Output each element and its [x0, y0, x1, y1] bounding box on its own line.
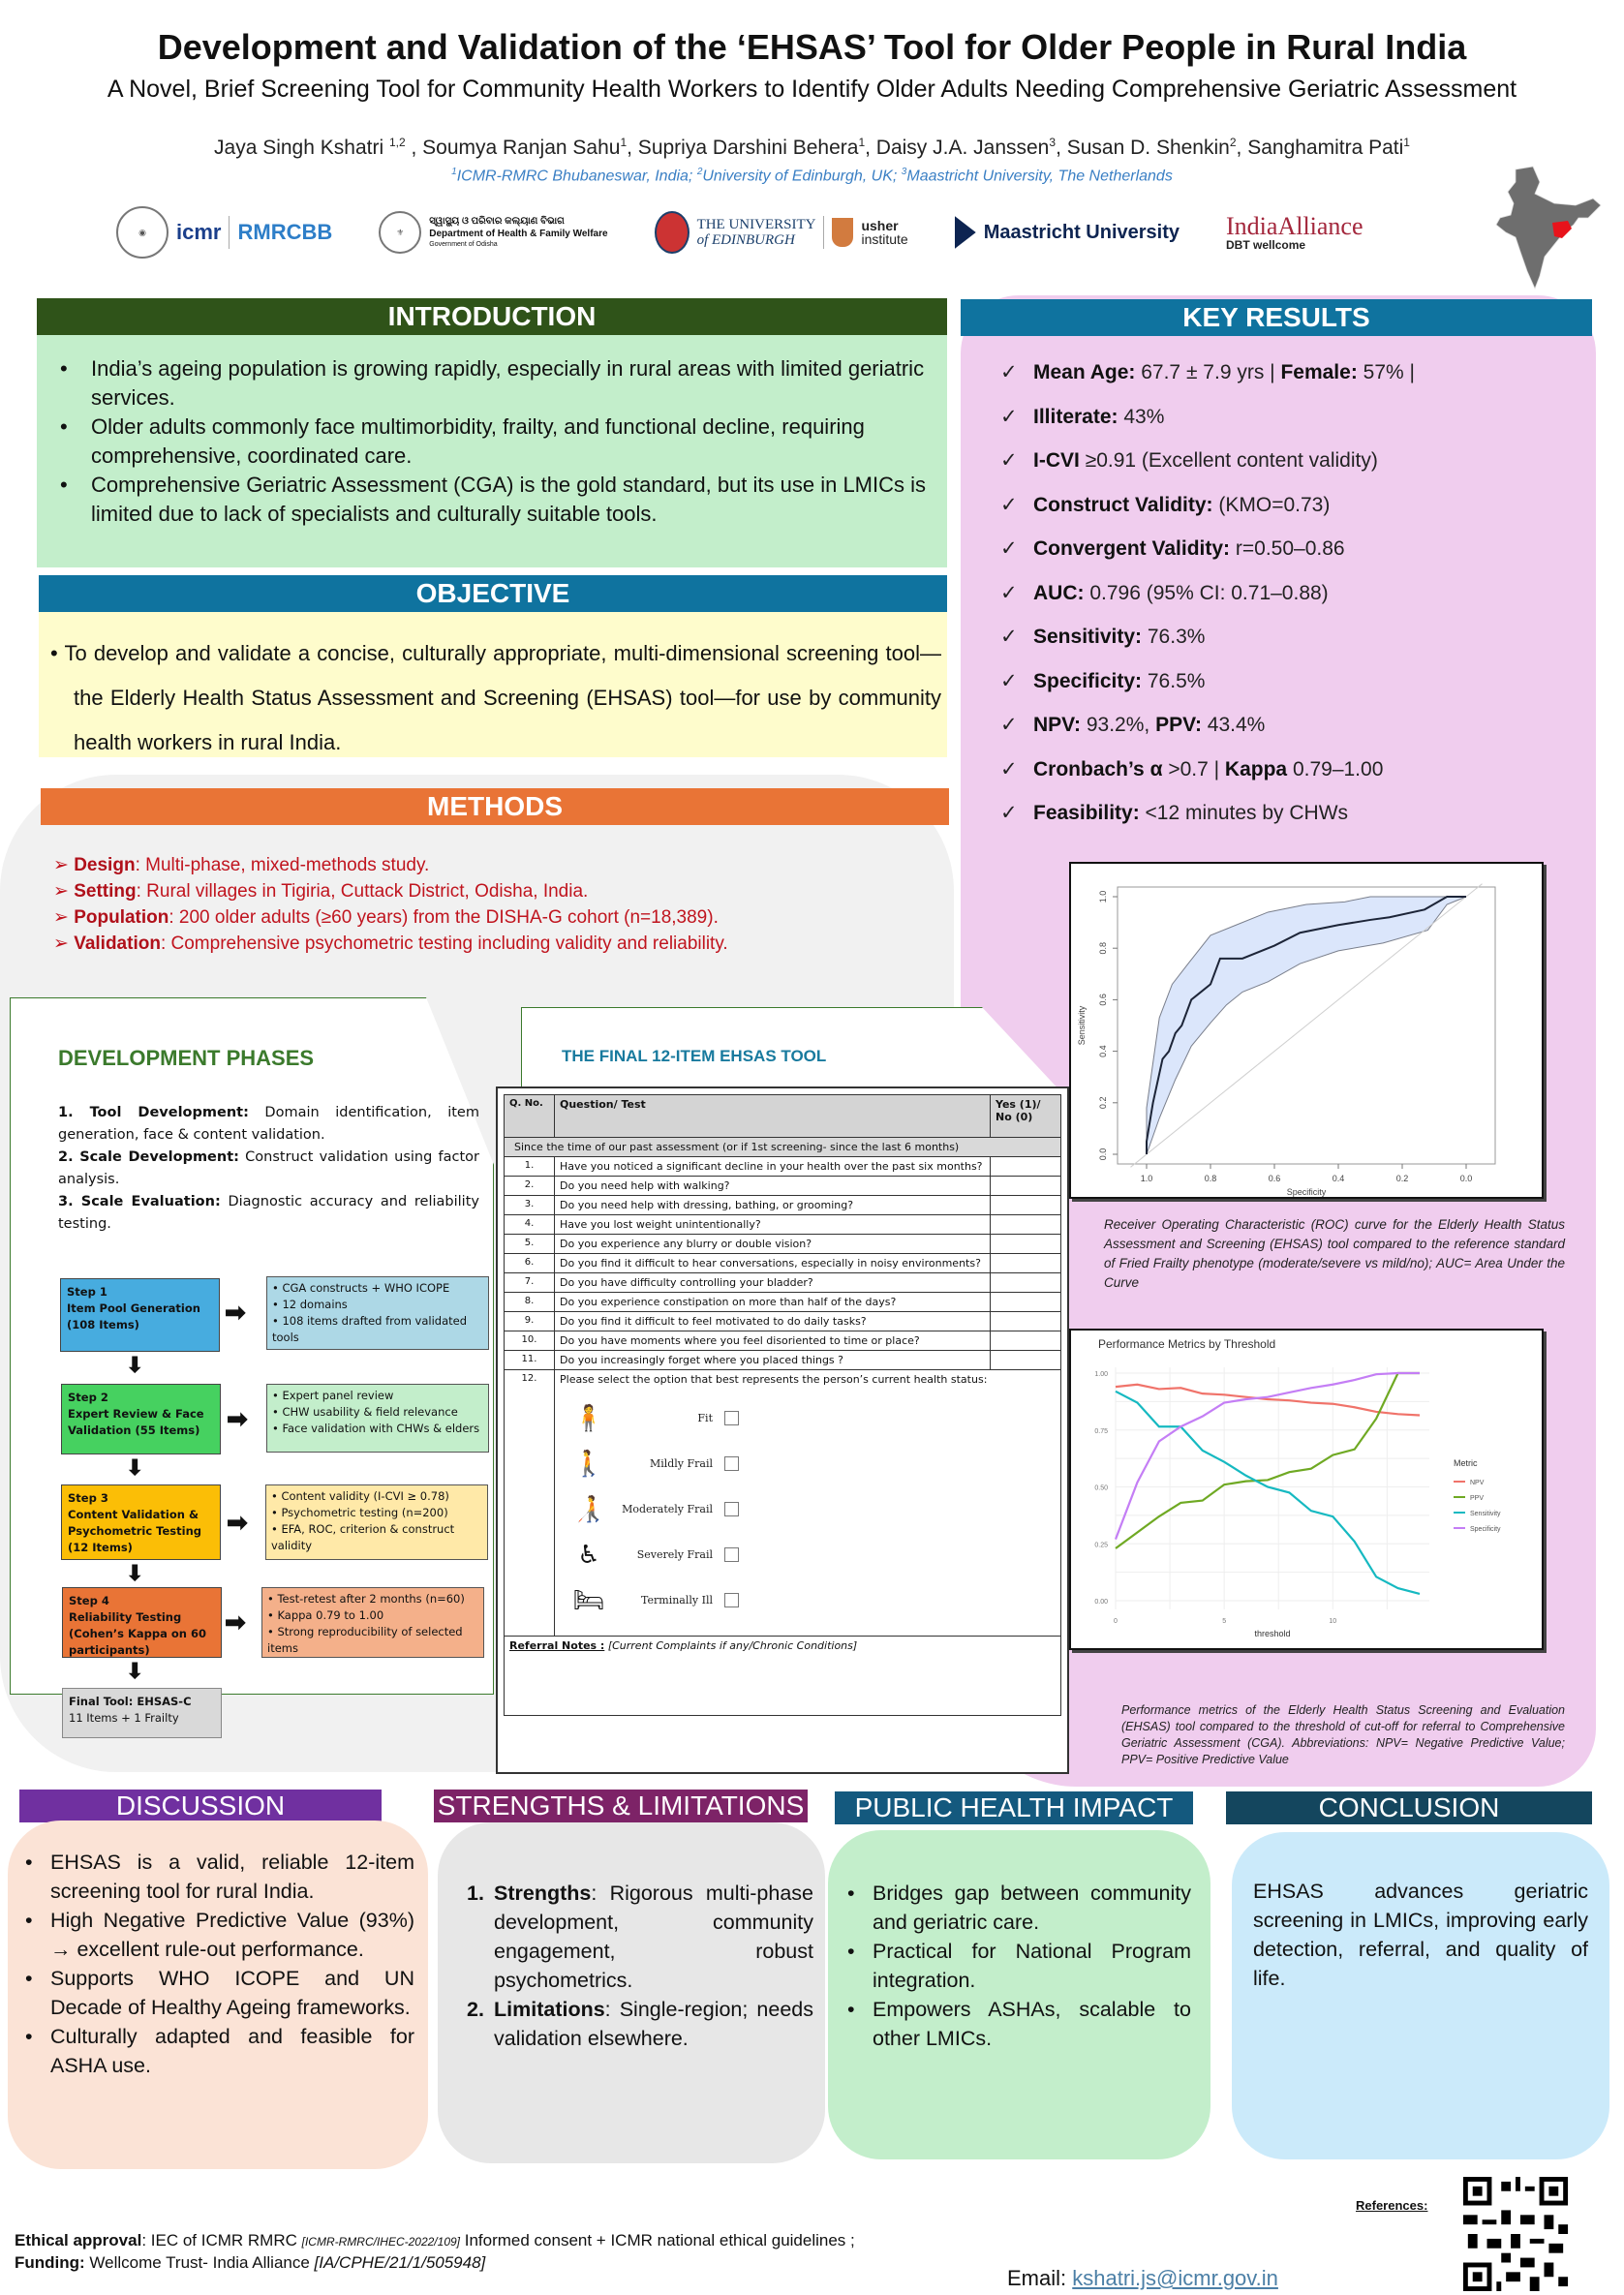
question-row: 5. Do you experience any blurry or double vision?	[505, 1235, 1061, 1254]
arrow-down-icon: ⬇	[126, 1353, 144, 1377]
question-row: 6. Do you find it difficult to hear conversations, especially in noisy environments?	[505, 1254, 1061, 1273]
author: , Sanghamitra Pati	[1236, 137, 1404, 159]
question-row: 11. Do you increasingly forget where you placed things ?	[505, 1351, 1061, 1370]
hospital-bed-icon: 🛏	[572, 1585, 605, 1615]
svg-text:0.2: 0.2	[1395, 1174, 1409, 1183]
question-12-text: Please select the option that best represents the person’s current health status:	[560, 1373, 988, 1386]
author: , Daisy J.A. Janssen	[865, 137, 1050, 159]
maastricht-mark-icon	[955, 216, 976, 249]
question-row: 8. Do you experience constipation on more than half of the days?	[505, 1293, 1061, 1312]
frailty-option: 🚶 Mildly Frail	[560, 1441, 1056, 1486]
icmr-logo: ◉ icmr RMRCBB	[116, 206, 332, 259]
roc-caption: Receiver Operating Characteristic (ROC) curve for the Elderly Health Status Assessment and Screening (EHSAS) tool compared to the reference standard of Fried Frailty phenotype (moderate/severe vs mild/no); AUC= Area Under the Curve	[1104, 1217, 1565, 1290]
intro-bullet: • Comprehensive Geriatric Assessment (CGA) is the gold standard, but its use in LMICs is limited due to lack of specialists and culturally suitable tools.	[56, 471, 928, 529]
performance-chart	[1069, 1329, 1544, 1650]
referral-notes[interactable]: Referral Notes : [Current Complaints if any/Chronic Conditions]	[505, 1637, 1061, 1716]
methods-item: ➢ Population: 200 older adults (≥60 years) from the DISHA-G cohort (n=18,389).	[53, 904, 925, 931]
frailty-option: 🧍 Fit	[560, 1395, 1056, 1441]
ehsas-questionnaire	[496, 1086, 1069, 1774]
svg-text:0.4: 0.4	[1332, 1174, 1345, 1183]
svg-text:1.0: 1.0	[1140, 1174, 1153, 1183]
public-health-heading: PUBLIC HEALTH IMPACT	[835, 1791, 1193, 1824]
arrow-down-icon: ⬇	[126, 1659, 144, 1683]
methods-item: ➢ Setting: Rural villages in Tigiria, Cuttack District, Odisha, India.	[53, 878, 925, 904]
performance-chart-plot	[1071, 1331, 1542, 1648]
logo-strip	[116, 203, 1375, 261]
result-item: ✓ Construct Validity: (KMO=0.73)	[995, 483, 1576, 528]
yes-no-answer-cell[interactable]	[991, 1351, 1061, 1370]
usher-mark-icon	[832, 218, 853, 247]
question-row: 10. Do you have moments where you feel disoriented to time or place?	[505, 1331, 1061, 1351]
development-phases-text: 1. Tool Development: Domain identification, item generation, face & content validation. 2. Scale Development: Construct validation using factor analysis. 3. Scale Evaluation: Diagnostic accuracy and reliability testing.	[58, 1105, 479, 1232]
svg-text:0.50: 0.50	[1094, 1484, 1108, 1492]
arrow-right-icon: ➡	[225, 1298, 246, 1327]
maastricht-logo: Maastricht University	[955, 216, 1180, 249]
yes-no-answer-cell[interactable]	[991, 1312, 1061, 1331]
question-row: 3. Do you need help with dressing, bathing, or grooming?	[505, 1196, 1061, 1215]
svg-text:Specificity: Specificity	[1286, 1187, 1327, 1197]
question-text: Do you find it difficult to hear conversations, especially in noisy environments?	[555, 1254, 991, 1273]
yes-no-answer-cell[interactable]	[991, 1157, 1061, 1177]
svg-text:0.0: 0.0	[1098, 1148, 1108, 1161]
india-alliance-logo: IndiaAlliance DBT wellcome	[1226, 212, 1364, 252]
svg-text:threshold: threshold	[1254, 1629, 1291, 1638]
arrow-down-icon: ⬇	[126, 1561, 144, 1585]
discussion-heading: DISCUSSION	[19, 1790, 382, 1822]
question-row: 9. Do you find it difficult to feel motivated to do daily tasks?	[505, 1312, 1061, 1331]
step-2-box: Step 2 Expert Review & Face Validation (55 Items)	[61, 1384, 221, 1454]
result-item: ✓ Sensitivity: 76.3%	[995, 615, 1576, 659]
question-row: 2. Do you need help with walking?	[505, 1177, 1061, 1196]
result-item: ✓ Specificity: 76.5%	[995, 659, 1576, 704]
methods-heading: METHODS	[41, 788, 949, 825]
arrow-right-icon: ➡	[227, 1404, 248, 1433]
person-walker-icon: 🚶	[572, 1449, 605, 1479]
strengths-card: 1. Strengths: Rigorous multi-phase development, community engagement, robust psychometrics. 2. Limitations: Single-region; needs validation elsewhere.	[438, 1822, 825, 2163]
objective-heading: OBJECTIVE	[39, 575, 947, 612]
question-text: Have you lost weight unintentionally?	[555, 1215, 991, 1235]
question-text: Do you have difficulty controlling your bladder?	[555, 1273, 991, 1293]
frailty-option: ♿ Severely Frail	[560, 1532, 1056, 1577]
affiliations: $^1$ICMR-RMRC Bhubaneswar, India; $^2$University of Edinburgh, UK; $^3$Maastricht University, The Netherlands	[451, 167, 1173, 185]
conclusion-card: EHSAS advances geriatric screening in LMICs, improving early detection, referral, and quality of life.	[1232, 1832, 1609, 2159]
question-text: Do you increasingly forget where you placed things ?	[555, 1351, 991, 1370]
author: Jaya Singh Kshatri	[214, 137, 389, 159]
frailty-checkbox[interactable]	[724, 1411, 739, 1425]
key-results-list	[995, 351, 1576, 836]
author-list: Jaya Singh Kshatri $^{1,2}$ , Soumya Ranjan Sahu$^1$, Supriya Darshini Behera$^1$, Daisy J.A. Janssen$^3$, Susan D. Shenkin$^2$, Sanghamitra Pati$^1$	[214, 136, 1410, 159]
assisted-walker-icon: 🧑‍🦯	[572, 1494, 605, 1524]
performance-caption: Performance metrics of the Elderly Health Status Screening and Evaluation (EHSAS) tool compared to the threshold of cut-off for referral to Comprehensive Geriatric Assessment (CGA). Abbreviations: NPV= Negative Predictive Value; PPV= Positive Predictive Value	[1121, 1703, 1565, 1766]
svg-text:1.00: 1.00	[1094, 1371, 1108, 1378]
odisha-seal-icon: ⚜	[379, 211, 421, 254]
arrow-down-icon: ⬇	[126, 1455, 144, 1480]
result-item: ✓ I-CVI ≥0.91 (Excellent content validity)	[995, 439, 1576, 483]
frailty-checkbox[interactable]	[724, 1456, 739, 1471]
introduction-heading: INTRODUCTION	[37, 298, 947, 335]
svg-text:0.25: 0.25	[1094, 1542, 1108, 1549]
methods-item: ➢ Validation: Comprehensive psychometric testing including validity and reliability.	[53, 931, 925, 957]
svg-text:0.6: 0.6	[1098, 994, 1108, 1006]
svg-text:0.75: 0.75	[1094, 1427, 1108, 1435]
svg-text:0.4: 0.4	[1098, 1045, 1108, 1057]
result-item: ✓ Mean Age: 67.7 ± 7.9 yrs | Female: 57% |	[995, 351, 1576, 395]
poster-subtitle: A Novel, Brief Screening Tool for Community Health Workers to Identify Older Adults Needing Comprehensive Geriatric Assessment	[107, 76, 1517, 103]
conclusion-heading: CONCLUSION	[1226, 1791, 1592, 1824]
step-4-box: Step 4 Reliability Testing (Cohen’s Kappa on 60 participants)	[62, 1587, 222, 1658]
methods-list	[53, 852, 925, 957]
yes-no-answer-cell[interactable]	[991, 1196, 1061, 1215]
question-text: Do you need help with dressing, bathing, or grooming?	[555, 1196, 991, 1215]
final-tool-box: Final Tool: EHSAS-C 11 Items + 1 Frailty	[62, 1688, 222, 1738]
odisha-health-logo: ⚜ ସ୍ୱାସ୍ଥ୍ୟ ଓ ପରିବାର କଲ୍ୟାଣ ବିଭାଗ Department of Health & Family Welfare Government of Odisha	[379, 211, 607, 254]
result-item: ✓ Convergent Validity: r=0.50–0.86	[995, 527, 1576, 571]
person-standing-icon: 🧍	[572, 1403, 605, 1433]
svg-text:Sensitivity: Sensitivity	[1077, 1005, 1087, 1046]
author: , Supriya Darshini Behera	[627, 137, 859, 159]
question-text: Do you experience any blurry or double vision?	[555, 1235, 991, 1254]
references-label: References:	[1356, 2198, 1428, 2213]
svg-text:0.8: 0.8	[1204, 1174, 1217, 1183]
svg-text:NPV: NPV	[1470, 1480, 1485, 1486]
intro-bullet: • India’s ageing population is growing rapidly, especially in rural areas with limited geriatric services.	[56, 354, 928, 413]
result-item: ✓ AUC: 0.796 (95% CI: 0.71–0.88)	[995, 571, 1576, 616]
frailty-option: 🛏 Terminally Ill	[560, 1577, 1056, 1623]
question-text: Do you need help with walking?	[555, 1177, 991, 1196]
yes-no-answer-cell[interactable]	[991, 1254, 1061, 1273]
result-item: ✓ Feasibility: <12 minutes by CHWs	[995, 791, 1576, 836]
frailty-checkbox[interactable]	[724, 1593, 739, 1607]
svg-text:0.0: 0.0	[1459, 1174, 1473, 1183]
india-map-icon	[1486, 165, 1603, 291]
question-row: 1. Have you noticed a significant decline in your health over the past six months?	[505, 1157, 1061, 1177]
svg-text:0.2: 0.2	[1098, 1096, 1108, 1110]
result-item: ✓ Cronbach’s α >0.7 | Kappa 0.79–1.00	[995, 748, 1576, 792]
qr-code-icon[interactable]	[1462, 2177, 1569, 2291]
question-text: Do you find it difficult to feel motivated to do daily tasks?	[555, 1312, 991, 1331]
objective-body	[39, 612, 947, 757]
step-3-box: Step 3 Content Validation & Psychometric Testing (12 Items)	[61, 1484, 221, 1560]
arrow-right-icon: ➡	[227, 1508, 248, 1537]
svg-text:Specificity: Specificity	[1470, 1526, 1501, 1533]
edinburgh-crest-icon	[655, 211, 689, 254]
yes-no-answer-cell[interactable]	[991, 1293, 1061, 1312]
strengths-heading: STRENGTHS & LIMITATIONS	[434, 1790, 808, 1822]
yes-no-answer-cell[interactable]	[991, 1331, 1061, 1351]
author: , Soumya Ranjan Sahu	[405, 137, 621, 159]
svg-text:10: 10	[1329, 1618, 1337, 1625]
svg-text:PPV: PPV	[1470, 1495, 1485, 1502]
step-2-details: • Expert panel review • CHW usability & field relevance • Face validation with CHWs & elders	[266, 1384, 489, 1453]
question-text: Do you experience constipation on more than half of the days?	[555, 1293, 991, 1312]
roc-chart-plot	[1071, 864, 1542, 1197]
author: , Susan D. Shenkin	[1056, 137, 1230, 159]
frailty-checkbox[interactable]	[724, 1547, 739, 1562]
result-item-continued: ✓ Illiterate: 43%	[995, 395, 1576, 440]
svg-text:0.6: 0.6	[1268, 1174, 1281, 1183]
objective-text: • To develop and validate a concise, culturally appropriate, multi-dimensional screening tool—the Elderly Health Status Assessment and Screening (EHSAS) tool—for use by community health workers in rural India.	[50, 641, 941, 754]
methods-item: ➢ Design: Multi-phase, mixed-methods study.	[53, 852, 925, 878]
intro-bullet: • Older adults commonly face multimorbidity, frailty, and functional decline, requiring comprehensive, coordinated care.	[56, 413, 928, 471]
yes-no-answer-cell[interactable]	[991, 1177, 1061, 1196]
key-results-heading: KEY RESULTS	[961, 299, 1592, 336]
step-3-details: • Content validity (I-CVI ≥ 0.78) • Psychometric testing (n=200) • EFA, ROC, criterion & construct validity	[265, 1484, 488, 1560]
svg-text:5: 5	[1222, 1618, 1227, 1625]
svg-text:1.0: 1.0	[1098, 890, 1108, 903]
result-item: ✓ NPV: 93.2%, PPV: 43.4%	[995, 703, 1576, 748]
public-health-card: • Bridges gap between community and geriatric care. • Practical for National Program integration. • Empowers ASHAs, scalable to other LMICs.	[828, 1830, 1210, 2159]
svg-text:Sensitivity: Sensitivity	[1470, 1511, 1501, 1517]
wheelchair-icon: ♿	[577, 1540, 600, 1570]
step-1-box: Step 1 Item Pool Generation (108 Items)	[60, 1278, 220, 1352]
yes-no-answer-cell[interactable]	[991, 1215, 1061, 1235]
svg-text:0.00: 0.00	[1094, 1599, 1108, 1606]
svg-text:Metric: Metric	[1454, 1458, 1478, 1468]
edinburgh-logo: THE UNIVERSITY of EDINBURGH usher institute	[655, 211, 908, 254]
svg-text:0: 0	[1114, 1618, 1118, 1625]
yes-no-answer-cell[interactable]	[991, 1235, 1061, 1254]
discussion-card: • EHSAS is a valid, reliable 12-item screening tool for rural India. • High Negative Predictive Value (93%) → excellent rule-out performance. • Supports WHO ICOPE and UN Decade of Healthy Ageing frameworks. • Culturally adapted and feasible for ASHA use.	[8, 1821, 428, 2169]
step-4-details: • Test-retest after 2 months (n=60) • Kappa 0.79 to 1.00 • Strong reproducibility of selected items	[261, 1587, 484, 1658]
question-text: Do you have moments where you feel disoriented to time or place?	[555, 1331, 991, 1351]
development-phases-heading: DEVELOPMENT PHASES	[58, 1046, 315, 1070]
ethics-funding: Ethical approval: IEC of ICMR RMRC [ICMR-RMRC/IHEC-2022/109] Informed consent + ICMR national ethical guidelines ; Funding: Wellcome Trust- India Alliance [IA/CPHE/21/1/505948]	[15, 2231, 855, 2272]
section-row: Since the time of our past assessment (or if 1st screening- since the last 6 months)	[505, 1138, 1061, 1157]
step-1-details: • CGA constructs + WHO ICOPE • 12 domains • 108 items drafted from validated tools	[266, 1276, 489, 1350]
frailty-checkbox[interactable]	[724, 1502, 739, 1516]
introduction-body	[37, 335, 947, 567]
roc-chart	[1069, 862, 1544, 1199]
icmr-seal-icon: ◉	[116, 206, 169, 259]
email-link[interactable]: kshatri.js@icmr.gov.in	[1072, 2266, 1278, 2290]
svg-text:Performance Metrics by Thresho: Performance Metrics by Threshold	[1098, 1337, 1276, 1351]
question-row: 7. Do you have difficulty controlling your bladder?	[505, 1273, 1061, 1293]
contact-email: Email: kshatri.js@icmr.gov.in	[1007, 2266, 1278, 2290]
question-text: Have you noticed a significant decline in your health over the past six months?	[555, 1157, 991, 1177]
frailty-option: 🧑‍🦯 Moderately Frail	[560, 1486, 1056, 1532]
arrow-right-icon: ➡	[225, 1607, 246, 1637]
poster-title: Development and Validation of the ‘EHSAS’ Tool for Older People in Rural India	[157, 27, 1467, 67]
final-tool-heading: THE FINAL 12-ITEM EHSAS TOOL	[562, 1047, 827, 1065]
svg-text:0.8: 0.8	[1098, 941, 1108, 955]
yes-no-answer-cell[interactable]	[991, 1273, 1061, 1293]
questionnaire-table: Q. No. Question/ Test Yes (1)/ No (0) Since the time of our past assessment (or if 1st screening- since the last 6 months) 1. Have you noticed a significant decline in your health over the past six months? 2. Do you need help with walking? 3. Do you need help with dressing, bathing, or grooming? 4. Have you lost weight unintentionally? 5. Do you experience any blurry or double vision? 6. Do you find it difficult to hear conversations, especially in noisy environments? 7. Do you have difficulty controlling your bladder? 8. Do you experience constipation on more than half of the days? 9. Do you find it difficult to feel motivated to do daily tasks? 10. Do you have moments where you feel disoriented to time or place? 11. Do you increasingly forget where you placed things ? 12. Please select the option that best represents the person’s current health status: 🧍 Fit 🚶 Mildly Frail 🧑‍🦯 Moderately Frail ♿ Severely Frail 🛏 Terminally Ill Referral Notes : [Current Complaints if any/Chronic Conditions]	[504, 1094, 1061, 1716]
question-row: 4. Have you lost weight unintentionally?	[505, 1215, 1061, 1235]
